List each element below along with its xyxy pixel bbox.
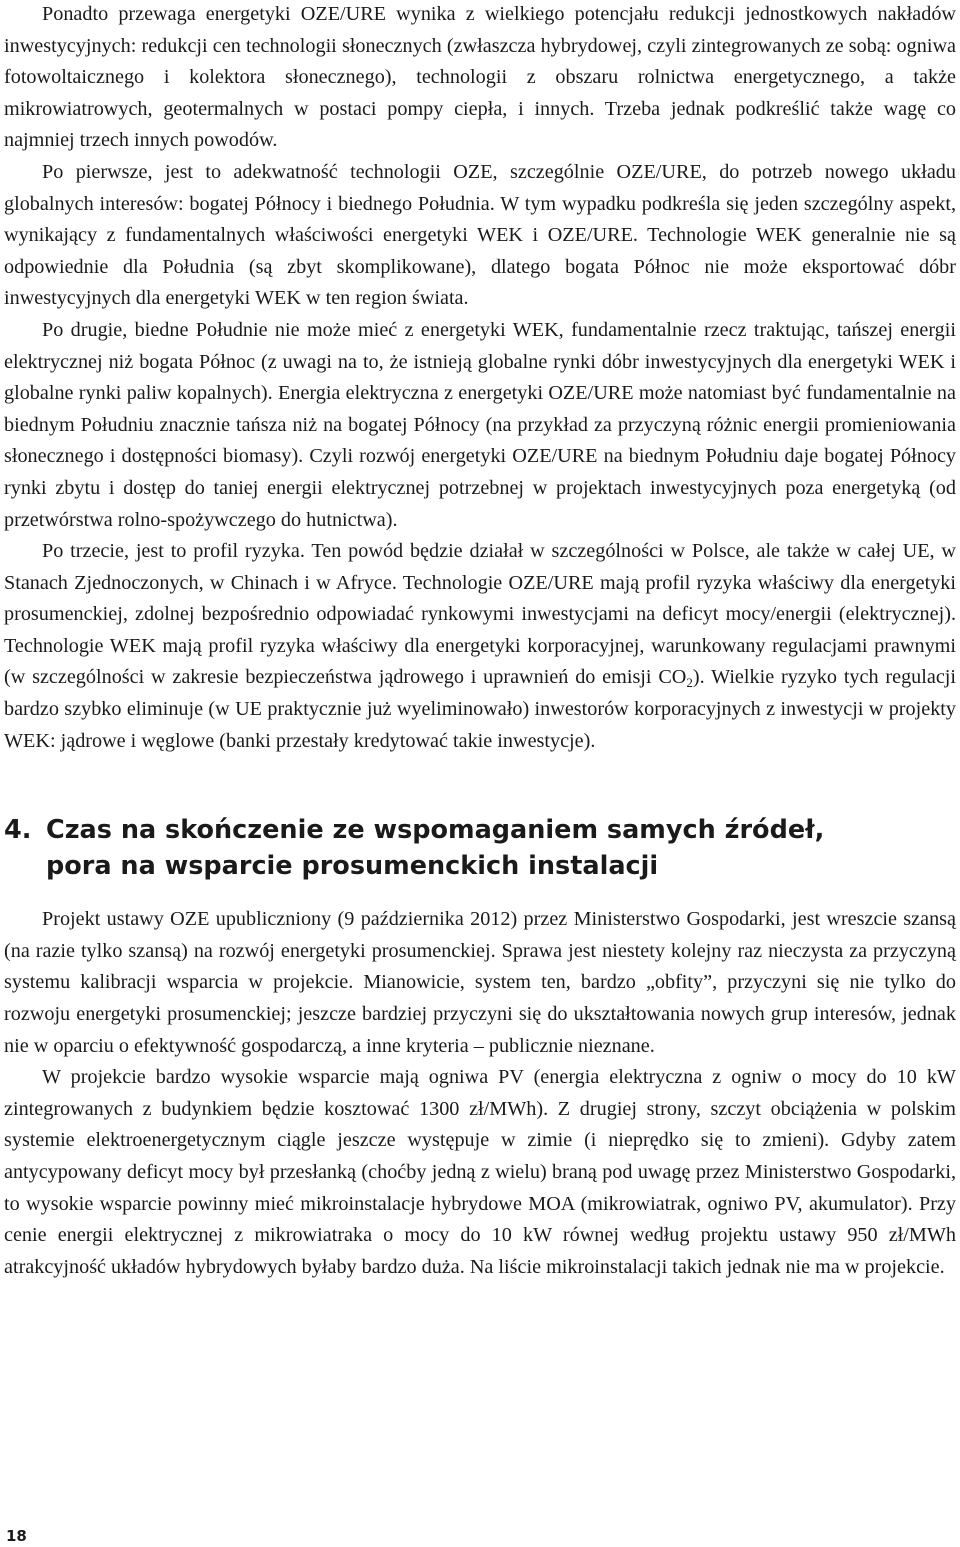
paragraph-5: Projekt ustawy OZE upubliczniony (9 października 2012) przez Ministerstwo Gospodarki, jest wreszcie szansą (na razie tylko szansą) na rozwój energetyki prosumenckiej. Sprawa jest niestety kolejny raz nieczysta za przyczyną systemu kalibracji wsparcia w projekcie. Mianowicie, system ten, bardzo „obfity”, przyczyni się nie tylko do rozwoju energetyki prosumenckiej; jeszcze bardziej przyczyni się do ukształtowania nowych grup interesów, jednak nie w oparciu o efektywność gospodarczą, a inne kryteria – publicznie nieznane. (4, 908, 956, 1057)
bottom-text-block (4, 904, 956, 1283)
section-title (46, 812, 956, 884)
section-heading (4, 812, 956, 884)
paragraph-6: W projekcie bardzo wysokie wsparcie mają ogniwa PV (energia elektryczna z ogniw o mocy do 10 kW zintegrowanych z budynkiem będzie kosztować 1300 zł/MWh). Z drugiej strony, szczyt obciążenia w polskim systemie elektroenergetycznym ciągle jeszcze występuje w zimie (i nieprędko się to zmieni). Gdyby zatem antycypowany deficyt mocy był przesłanką (choćby jedną z wielu) braną pod uwagę przez Ministerstwo Gospodarki, to wysokie wsparcie powinny mieć mikroinstalacje hybrydowe MOA (mikrowiatrak, ogniwo PV, akumulator). Przy cenie energii elektrycznej z mikrowiatraka o mocy do 10 kW równej według projektu ustawy 950 zł/MWh atrakcyjność układów hybrydowych byłaby bardzo duża. Na liście mikroinstalacji takich jednak nie ma w projekcie. (4, 1066, 956, 1278)
page-number: 18 (6, 1527, 27, 1545)
co2-subscript: 2 (686, 675, 693, 691)
paragraph-4-head: Po trzecie, jest to profil ryzyka. Ten powód będzie działał w szczególności w Polsce, ale także w całej UE, w Stanach Zjednoczonych, w Chinach i w Afryce. Technologie OZE/URE mają profil ryzyka właściwy dla energetyki prosumenckiej, zdolnej bezpośrednio odpowiadać rynkowymi inwestycjami na deficyt mocy/energii (elektrycznej). Technologie WEK mają profil ryzyka właściwy dla energetyki korporacyjnej, warunkowany regulacjami prawnymi (w szczególności w zakresie bezpieczeństwa jądrowego i uprawnień do emisji CO (4, 540, 956, 689)
paragraph-2: Po pierwsze, jest to adekwatność technologii OZE, szczególnie OZE/URE, do potrzeb nowego układu globalnych interesów: bogatej Północy i biednego Południa. W tym wypadku podkreśla się jeden szczególny aspekt, wynikający z fundamentalnych właściwości energetyki WEK i OZE/URE. Technologie WEK generalnie nie są odpowiednie dla Południa (są zbyt skomplikowane), dlatego bogata Północ nie może eksportować dóbr inwestycyjnych dla energetyki WEK w ten region świata. (4, 160, 956, 310)
document-page (4, 0, 956, 1283)
section-title-line-1: Czas na skończenie ze wspomaganiem samych źródeł, (46, 815, 825, 846)
paragraph-4-tail: ). Wielkie ryzyko tych regulacji bardzo szybko eliminuje (w UE praktycznie już wyeliminowało) inwestorów korporacyjnych z inwestycji w projekty WEK: jądrowe i węglowe (banki przestały kredytować takie inwestycje). (4, 666, 957, 752)
paragraph-3: Po drugie, biedne Południe nie może mieć z energetyki WEK, fundamentalnie rzecz traktując, tańszej energii elektrycznej niż bogata Północ (z uwagi na to, że istnieją globalne rynki dóbr inwestycyjnych dla energetyki WEK i globalne rynki paliw kopalnych). Energia elektryczna z energetyki OZE/URE może natomiast być fundamentalnie na biednym Południu znacznie tańsza niż na bogatej Północy (na przykład za przyczyną różnic energii promieniowania słonecznego i dostępności biomasy). Czyli rozwój energetyki OZE/URE na biednym Południu daje bogatej Północy rynki zbytu i dostęp do taniej energii elektrycznej potrzebnej w projektach inwestycyjnych poza energetyką (od przetwórstwa rolno-spożywczego do hutnictwa). (4, 318, 956, 531)
top-text-block (4, 0, 956, 757)
section-number: 4. (4, 815, 32, 846)
section-title-line-2: pora na wsparcie prosumenckich instalacji (46, 851, 659, 882)
paragraph-4 (4, 536, 956, 757)
paragraph-1: Ponadto przewaga energetyki OZE/URE wynika z wielkiego potencjału redukcji jednostkowych nakładów inwestycyjnych: redukcji cen technologii słonecznych (zwłaszcza hybrydowej, czyli zintegrowanych ze sobą: ogniwa fotowoltaicznego i kolektora słonecznego), technologii z obszaru rolnictwa energetycznego, a także mikrowiatrowych, geotermalnych w postaci pompy ciepła, i innych. Trzeba jednak podkreślić także wagę co najmniej trzech innych powodów. (4, 3, 956, 152)
